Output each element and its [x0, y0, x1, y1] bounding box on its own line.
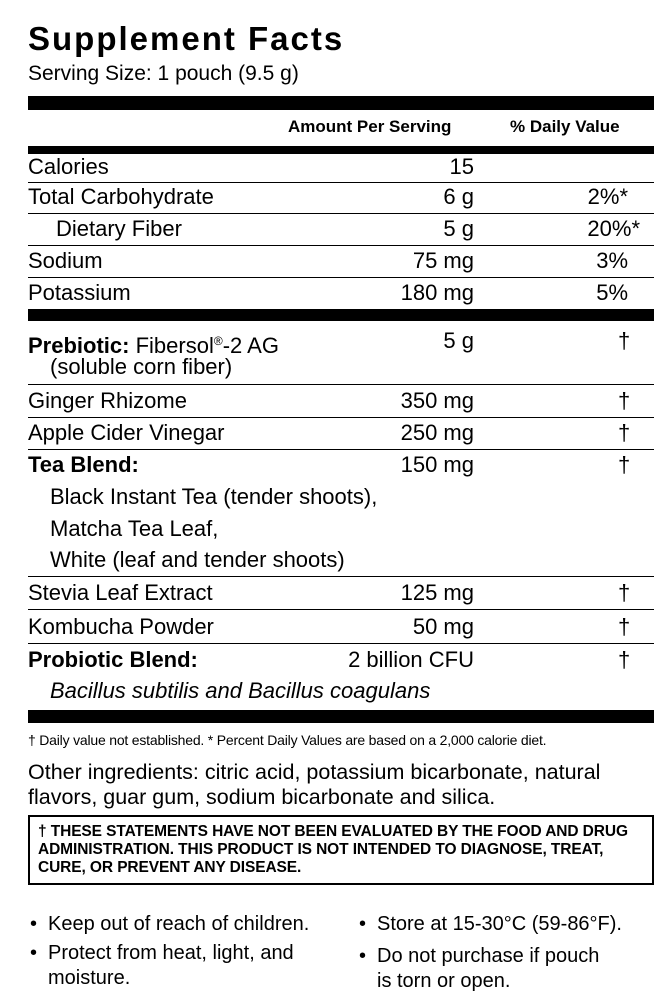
- fda-disclaimer-text: † THESE STATEMENTS HAVE NOT BEEN EVALUATED BY THE FOOD AND DRUG ADMINISTRATION. THIS PRODUCT IS NOT INTENDED TO DIAGNOSE, TREAT, CURE, OR PREVENT ANY DISEASE.: [38, 823, 628, 876]
- instruction-text: Do not purchase if pouch: [377, 945, 600, 967]
- nutrient-amount: 180 mg: [400, 280, 474, 305]
- instruction-text: Keep out of reach of children.: [48, 913, 310, 935]
- ingredient-name: Ginger Rhizome: [28, 388, 187, 413]
- ingredient-amount: 250 mg: [400, 420, 474, 445]
- divider: [28, 576, 654, 577]
- header-daily-value: % Daily Value: [510, 117, 620, 136]
- tea-blend-item: Matcha Tea Leaf,: [50, 516, 219, 541]
- dagger-mark: †: [618, 420, 631, 445]
- instruction-text: moisture.: [48, 967, 131, 989]
- ingredient-amount: 2 billion CFU: [348, 647, 474, 672]
- divider: [28, 245, 654, 246]
- ingredient-amount: 125 mg: [400, 580, 474, 605]
- tea-blend-label: Tea Blend:: [28, 452, 139, 477]
- divider: [28, 182, 654, 183]
- nutrient-daily-value: 5%: [596, 280, 628, 305]
- ingredient-name: Kombucha Powder: [28, 614, 214, 639]
- other-ingredients: Other ingredients: citric acid, potassium bicarbonate, natural flavors, guar gum, sodium bicarbonate and silica.: [28, 760, 601, 809]
- ingredient-amount: 150 mg: [400, 452, 474, 477]
- divider: [28, 449, 654, 450]
- nutrient-daily-value: 20%*: [587, 216, 640, 241]
- instruction-text: is torn or open.: [377, 970, 511, 992]
- nutrient-daily-value: 3%: [596, 248, 628, 273]
- divider: [28, 277, 654, 278]
- serving-size: Serving Size: 1 pouch (9.5 g): [28, 62, 299, 85]
- divider: [28, 643, 654, 644]
- divider: [28, 417, 654, 418]
- thick-rule-middle: [28, 309, 654, 321]
- ingredient-name: Stevia Leaf Extract: [28, 580, 213, 605]
- nutrient-name: Potassium: [28, 280, 131, 305]
- nutrient-amount: 15: [449, 154, 474, 179]
- ingredient-amount: 50 mg: [412, 614, 474, 639]
- prebiotic-ingredient: Fibersol: [135, 333, 214, 358]
- tea-blend-item: White (leaf and tender shoots): [50, 547, 345, 572]
- nutrient-name: Dietary Fiber: [56, 216, 182, 241]
- dagger-mark: †: [618, 388, 631, 413]
- nutrient-amount: 5 g: [443, 216, 474, 241]
- prebiotic-ingredient-tail: -2 AG: [222, 333, 279, 358]
- bullet-icon: •: [359, 945, 367, 967]
- probiotic-blend-label: Probiotic Blend:: [28, 647, 198, 672]
- dagger-mark: †: [618, 614, 631, 639]
- fda-disclaimer-box: [28, 815, 654, 885]
- divider: [28, 213, 654, 214]
- nutrient-daily-value: 2%*: [587, 184, 628, 209]
- ingredient-amount: 350 mg: [400, 388, 474, 413]
- nutrient-amount: 75 mg: [412, 248, 474, 273]
- thick-rule-bottom: [28, 710, 654, 723]
- instruction-text: Store at 15-30°C (59-86°F).: [377, 913, 622, 935]
- thick-rule-top: [28, 96, 654, 110]
- tea-blend-item: Black Instant Tea (tender shoots),: [50, 484, 378, 509]
- thick-rule-header: [28, 146, 654, 154]
- nutrient-name: Sodium: [28, 248, 103, 273]
- panel-title: Supplement Facts: [28, 20, 345, 57]
- divider: [28, 609, 654, 610]
- ingredient-name: Apple Cider Vinegar: [28, 420, 225, 445]
- bullet-icon: •: [30, 913, 38, 935]
- dagger-mark: †: [618, 328, 631, 353]
- instruction-text: Protect from heat, light, and: [48, 942, 294, 964]
- nutrient-name: Total Carbohydrate: [28, 184, 214, 209]
- prebiotic-label: Prebiotic:: [28, 333, 130, 358]
- nutrient-amount: 6 g: [443, 184, 474, 209]
- footnote: † Daily value not established. * Percent Daily Values are based on a 2,000 calorie diet.: [28, 732, 547, 748]
- prebiotic-description: (soluble corn fiber): [50, 354, 233, 379]
- nutrient-name: Calories: [28, 154, 109, 179]
- dagger-mark: †: [618, 580, 631, 605]
- registered-mark: ®: [213, 334, 223, 348]
- divider: [28, 384, 654, 385]
- bullet-icon: •: [359, 913, 367, 935]
- ingredient-amount: 5 g: [443, 328, 474, 353]
- bullet-icon: •: [30, 942, 38, 964]
- probiotic-strains: Bacillus subtilis and Bacillus coagulans: [50, 678, 431, 703]
- dagger-mark: †: [618, 647, 631, 672]
- header-amount: Amount Per Serving: [288, 117, 452, 136]
- dagger-mark: †: [618, 452, 631, 477]
